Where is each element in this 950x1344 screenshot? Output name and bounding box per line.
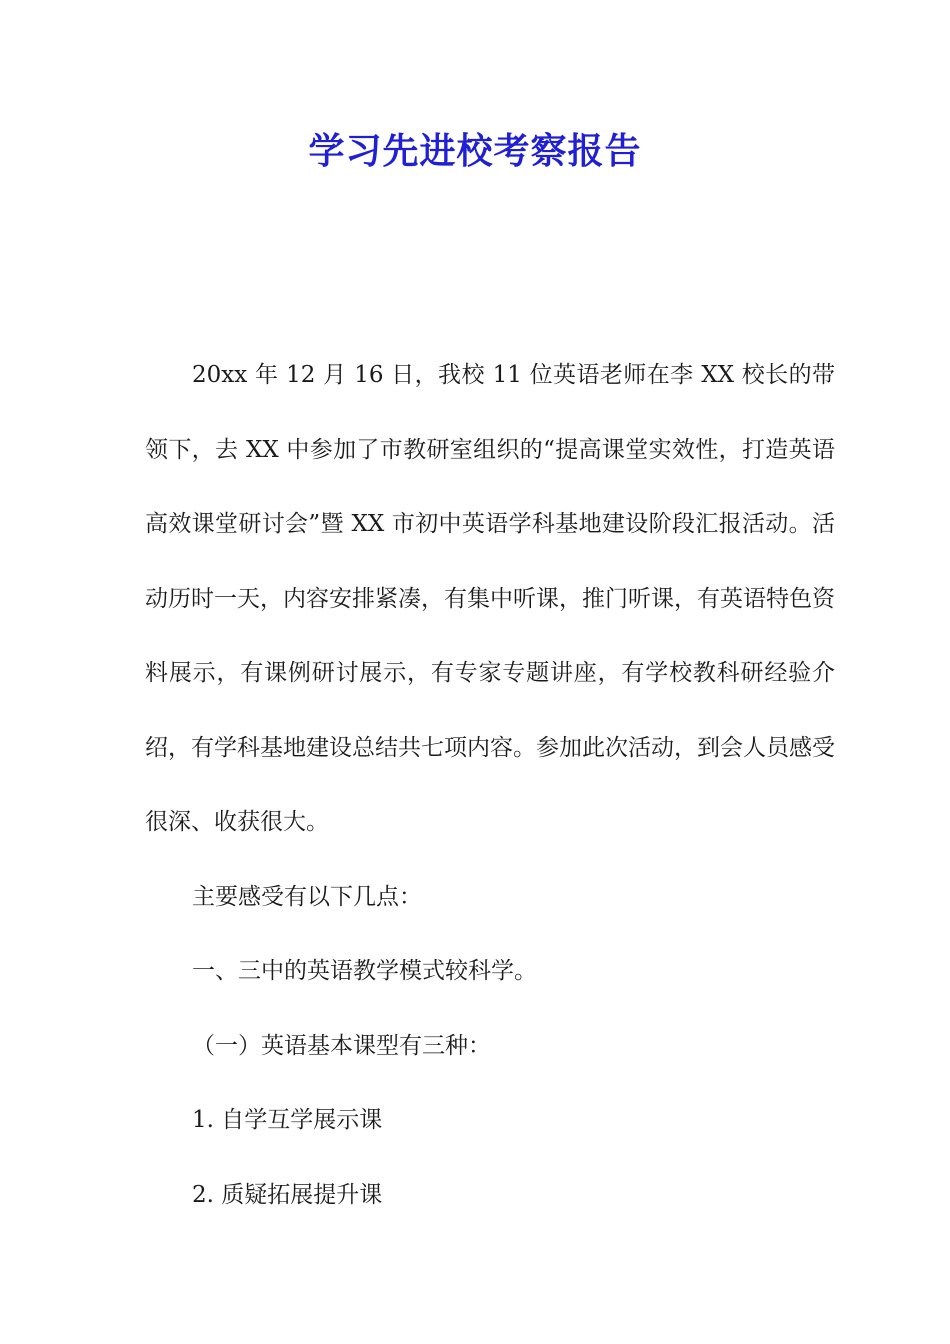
section-heading-one: 一、三中的英语教学模式较科学。 — [192, 958, 537, 984]
document-title: 学习先进校考察报告 — [308, 131, 642, 172]
subsection-heading-one: （一）英语基本课型有三种： — [192, 1032, 491, 1059]
document-body — [145, 338, 835, 1232]
intro-paragraph: 20xx 年 12 月 16 日，我校 11 位英语老师在李 XX 校长的带领下，去 XX 中参加了市教研室组织的“提高课堂实效性，打造英语高效课堂研讨会”暨 XX 市初中英语学科基地建设阶段汇报活动。活动历时一天，内容安排紧凑，有集中听课，推门听课，有英语特色资料展示，有课例研讨展示，有专家专题讲座，有学校教科研经验介绍，有学科基地建设总结共七项内容。参加此次活动，到会人员感受很深、收获很大。 — [145, 362, 835, 835]
list-item-one: 1. 自学互学展示课 — [192, 1107, 383, 1133]
list-item-two: 2. 质疑拓展提升课 — [192, 1181, 383, 1208]
summary-lead-paragraph: 主要感受有以下几点： — [192, 883, 422, 910]
